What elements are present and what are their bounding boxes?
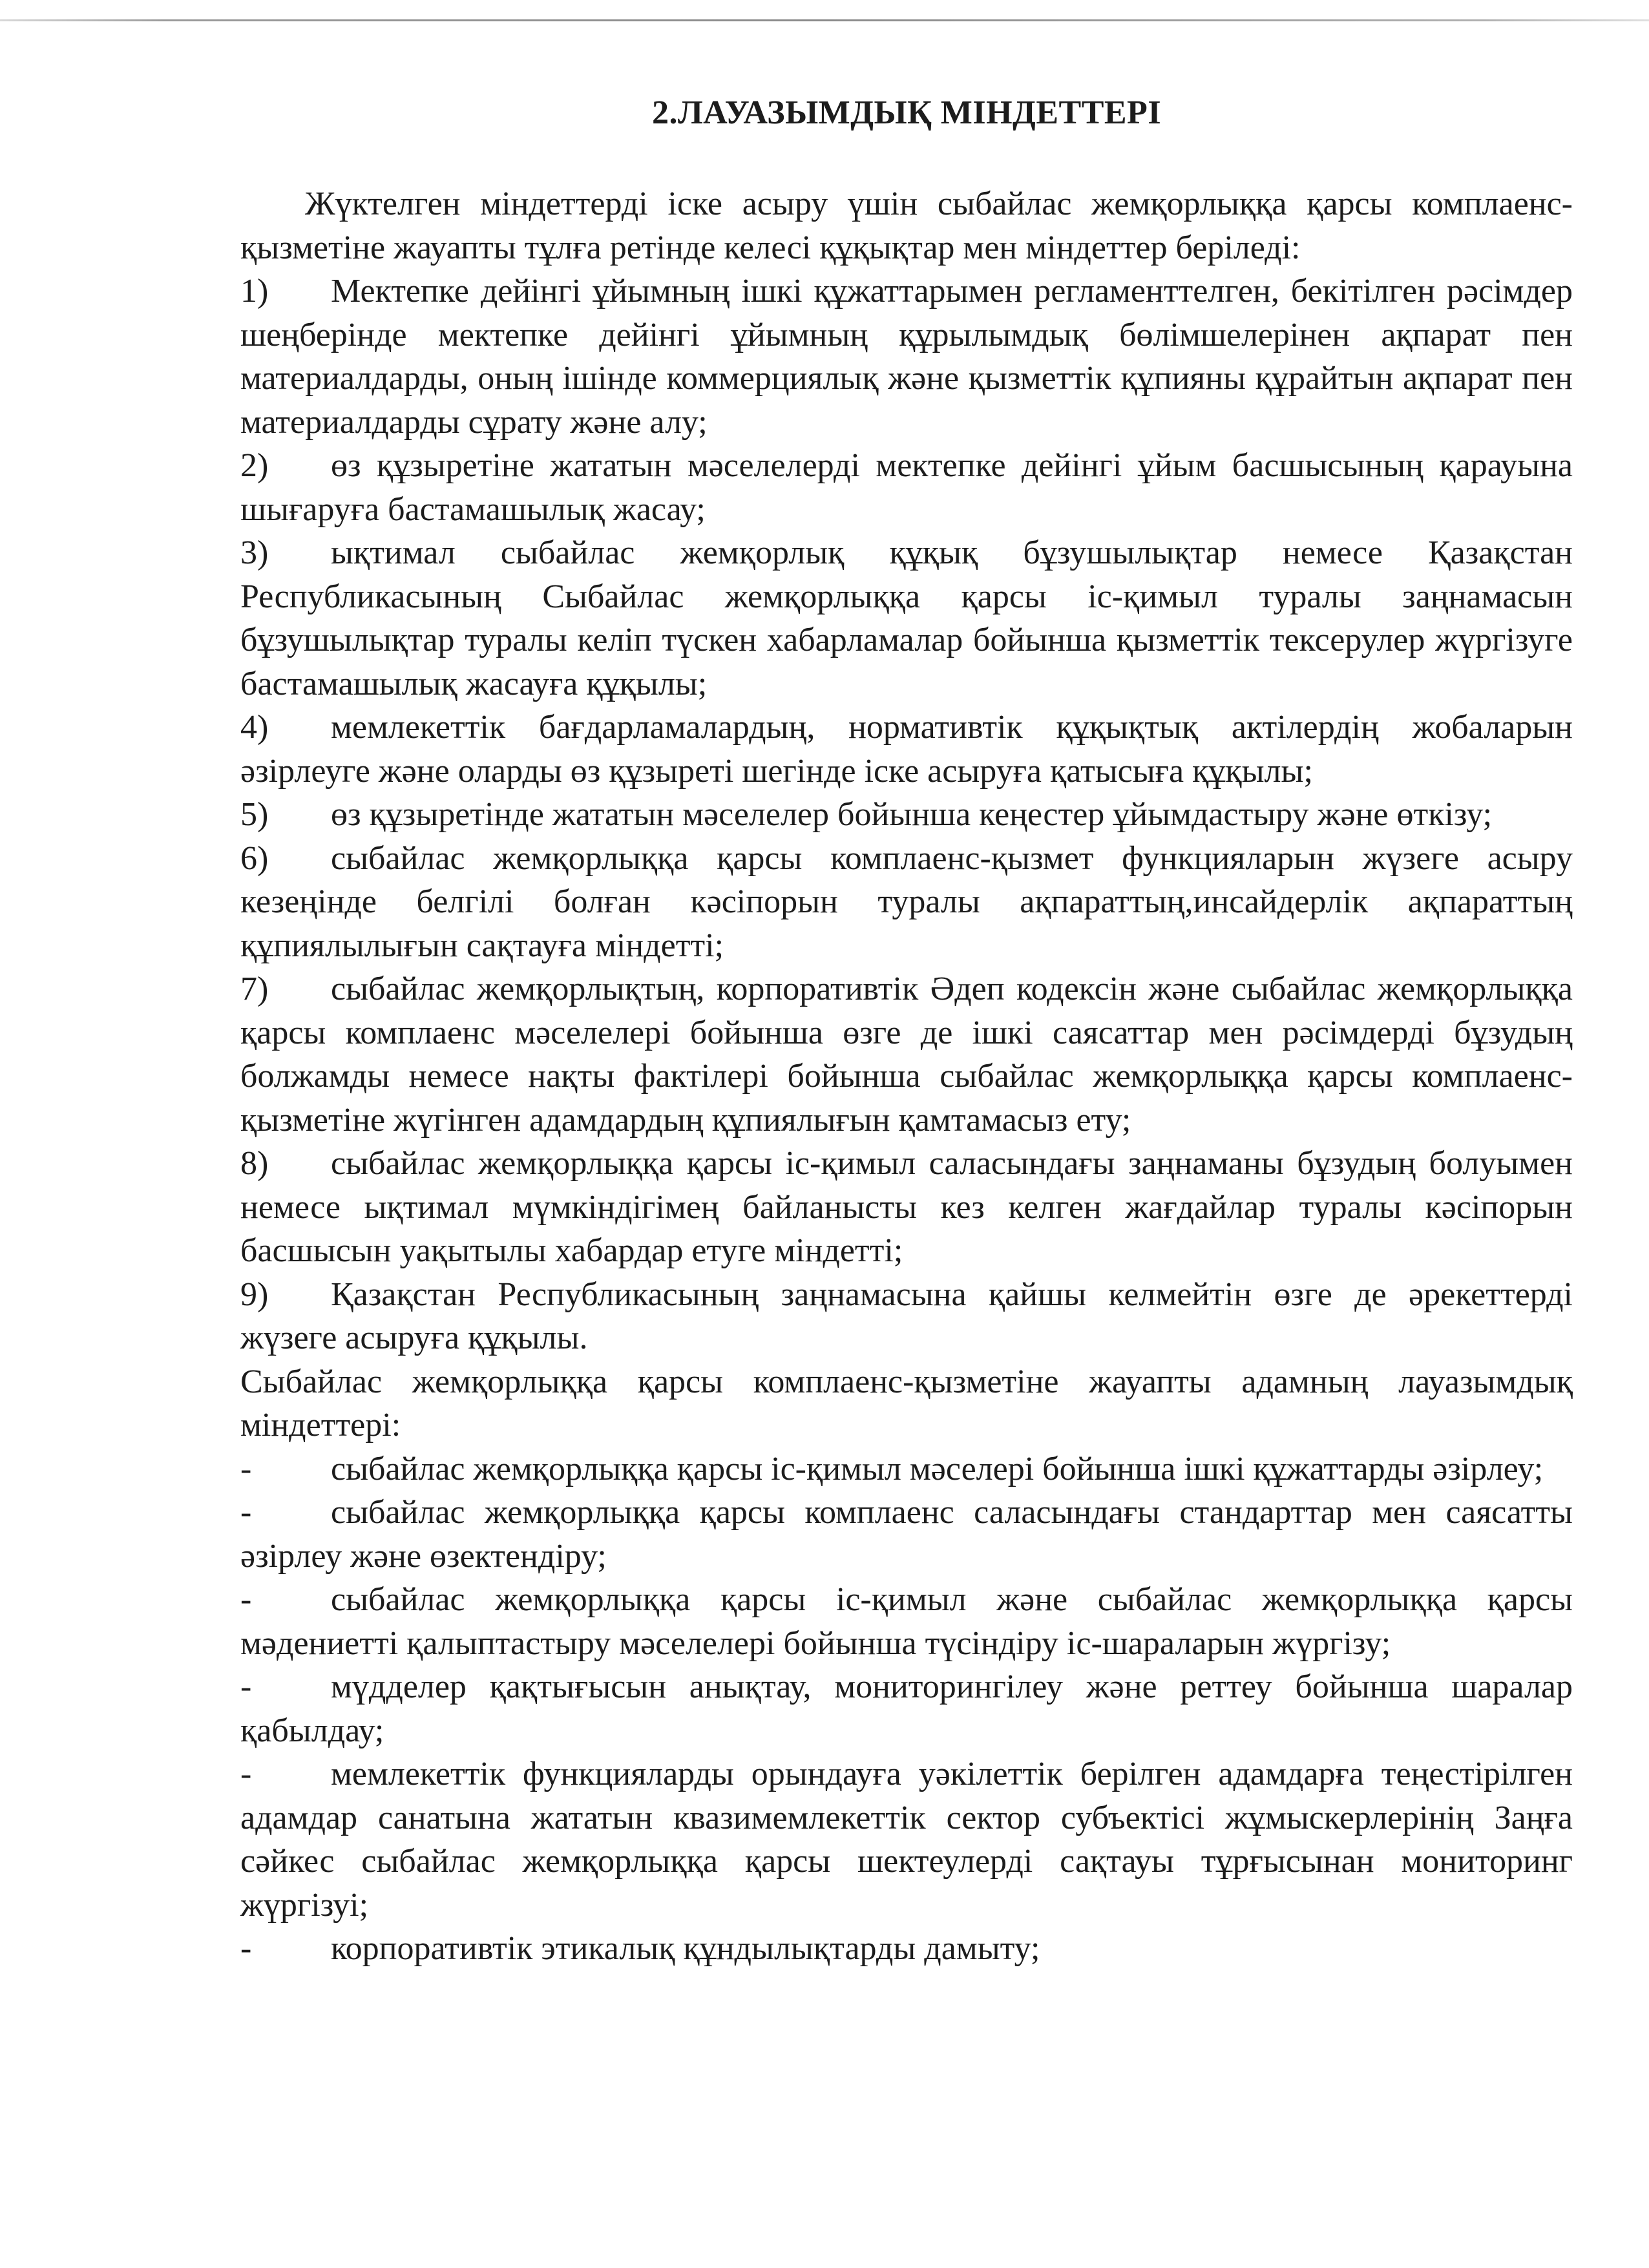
rights-item-8 <box>240 1142 1573 1273</box>
scan-top-edge <box>0 19 1649 21</box>
rights-item-1 <box>240 269 1573 444</box>
rights-item-number: 7) <box>240 971 269 1007</box>
duties-heading: Сыбайлас жемқорлыққа қарсы комплаенс-қызметіне жауапты адамның лауазымдық міндеттері: <box>240 1363 1573 1444</box>
duties-item-bullet: - <box>240 1756 252 1792</box>
duties-item-text: мүдделер қақтығысын анықтау, мониторингілеу және реттеу бойынша шаралар қабылдау; <box>240 1668 1573 1749</box>
duties-item-text: сыбайлас жемқорлыққа қарсы комплаенс саласындағы стандарттар мен саясатты әзірлеу және өзектендіру; <box>240 1494 1573 1575</box>
rights-item-text: өз құзыретіне жататын мәселелерді мектепке дейінгі ұйым басшысының қарауына шығаруға бастамашылық жасау; <box>240 447 1573 528</box>
rights-item-number: 1) <box>240 273 269 310</box>
rights-item-5 <box>240 793 1573 837</box>
rights-item-number: 5) <box>240 796 269 833</box>
rights-item-2 <box>240 444 1573 531</box>
duties-item-text: корпоративтік этикалық құндылықтарды дамыту; <box>331 1930 1040 1967</box>
duties-item-4 <box>240 1665 1573 1752</box>
duties-item-5 <box>240 1752 1573 1927</box>
duties-item-bullet: - <box>240 1581 252 1618</box>
document-title: 2.ЛАУАЗЫМДЫҚ МІНДЕТТЕРІ <box>651 94 1162 131</box>
duties-item-text: сыбайлас жемқорлыққа қарсы іс-қимыл мәселері бойынша ішкі құжаттарды әзірлеу; <box>331 1450 1544 1487</box>
duties-item-3 <box>240 1578 1573 1665</box>
rights-item-text: мемлекеттік бағдарламалардың, нормативтік құқықтық актілердің жобаларын әзірлеуге және оларды өз құзыреті шегінде іске асыруға қатысыға құқылы; <box>240 709 1573 790</box>
rights-item-3 <box>240 531 1573 706</box>
rights-item-text: сыбайлас жемқорлыққа қарсы комплаенс-қызмет функцияларын жүзеге асыру кезеңінде белгілі болған кәсіпорын туралы ақпараттың,инсайдерлік ақпараттың құпиялылығын сақтауға міндетті; <box>240 839 1573 964</box>
duties-item-text: мемлекеттік функцияларды орындауға уәкілеттік берілген адамдарға теңестірілген адамдар санатына жататын квазимемлекеттік сектор субъектісі жұмыскерлерінің Заңға сәйкес сыбайлас жемқорлыққа қарсы шектеулерді сақтауы тұрғысынан мониторинг жүргізуі; <box>240 1756 1573 1924</box>
rights-item-number: 3) <box>240 534 269 571</box>
rights-item-text: ықтимал сыбайлас жемқорлық құқық бұзушылықтар немесе Қазақстан Республикасының Сыбайлас жемқорлыққа қарсы іс-қимыл туралы заңнамасын бұзушылықтар туралы келіп түскен хабарламалар бойынша қызметтік тексерулер жүргізуге бастамашылық жасауға құқылы; <box>240 534 1573 702</box>
rights-item-text: Қазақстан Республикасының заңнамасына қайшы келмейтін өзге де әрекеттерді жүзеге асыруға құқылы. <box>240 1276 1573 1356</box>
duties-item-bullet: - <box>240 1668 252 1705</box>
rights-item-text: сыбайлас жемқорлықтың, корпоративтік Әдеп кодексін және сыбайлас жемқорлыққа қарсы комплаенс мәселелері бойынша өзге де ішкі саясаттар мен рәсімдерді бұзудың болжамды немесе нақты фактілері бойынша сыбайлас жемқорлыққа қарсы комплаенс-қызметіне жүгінген адамдардың құпиялығын қамтамасыз ету; <box>240 971 1573 1139</box>
duties-item-bullet: - <box>240 1494 252 1531</box>
rights-item-text: сыбайлас жемқорлыққа қарсы іс-қимыл саласындағы заңнаманы бұзудың болуымен немесе ықтимал мүмкіндігімең байланысты кез келген жағдайлар туралы кәсіпорын басшысын уақытылы хабардар етуге міндетті; <box>240 1145 1573 1269</box>
duties-item-2 <box>240 1491 1573 1578</box>
rights-item-4 <box>240 706 1573 793</box>
duties-item-bullet: - <box>240 1930 252 1967</box>
duties-item-6 <box>240 1927 1573 1971</box>
rights-list <box>240 269 1573 1360</box>
rights-item-text: өз құзыретінде жататын мәселелер бойынша кеңестер ұйымдастыру және өткізу; <box>331 796 1493 833</box>
rights-item-7 <box>240 967 1573 1142</box>
rights-item-number: 4) <box>240 709 269 746</box>
rights-item-number: 8) <box>240 1145 269 1182</box>
rights-item-number: 6) <box>240 839 269 877</box>
rights-item-6 <box>240 837 1573 968</box>
duties-item-bullet: - <box>240 1450 252 1487</box>
duties-list <box>240 1447 1573 1971</box>
document-page <box>240 90 1573 1971</box>
duties-item-1 <box>240 1447 1573 1491</box>
rights-item-number: 2) <box>240 447 269 484</box>
intro-paragraph: Жүктелген міндеттерді іске асыру үшін сыбайлас жемқорлыққа қарсы комплаенс-қызметіне жауапты тұлға ретінде келесі құқықтар мен міндеттер беріледі: <box>240 185 1573 266</box>
rights-item-number: 9) <box>240 1276 269 1313</box>
rights-item-9 <box>240 1273 1573 1360</box>
rights-item-text: Мектепке дейінгі ұйымның ішкі құжаттарымен регламенттелген, бекітілген рәсімдер шеңберінде мектепке дейінгі ұйымның құрылымдық бөлімшелерінен ақпарат пен материалдарды, оның ішінде коммерциялық және қызметтік құпияны құрайтын ақпарат пен материалдарды сұрату және алу; <box>240 273 1573 441</box>
duties-item-text: сыбайлас жемқорлыққа қарсы іс-қимыл және сыбайлас жемқорлыққа қарсы мәдениетті қалыптастыру мәселелері бойынша түсіндіру іс-шараларын жүргізу; <box>240 1581 1573 1662</box>
